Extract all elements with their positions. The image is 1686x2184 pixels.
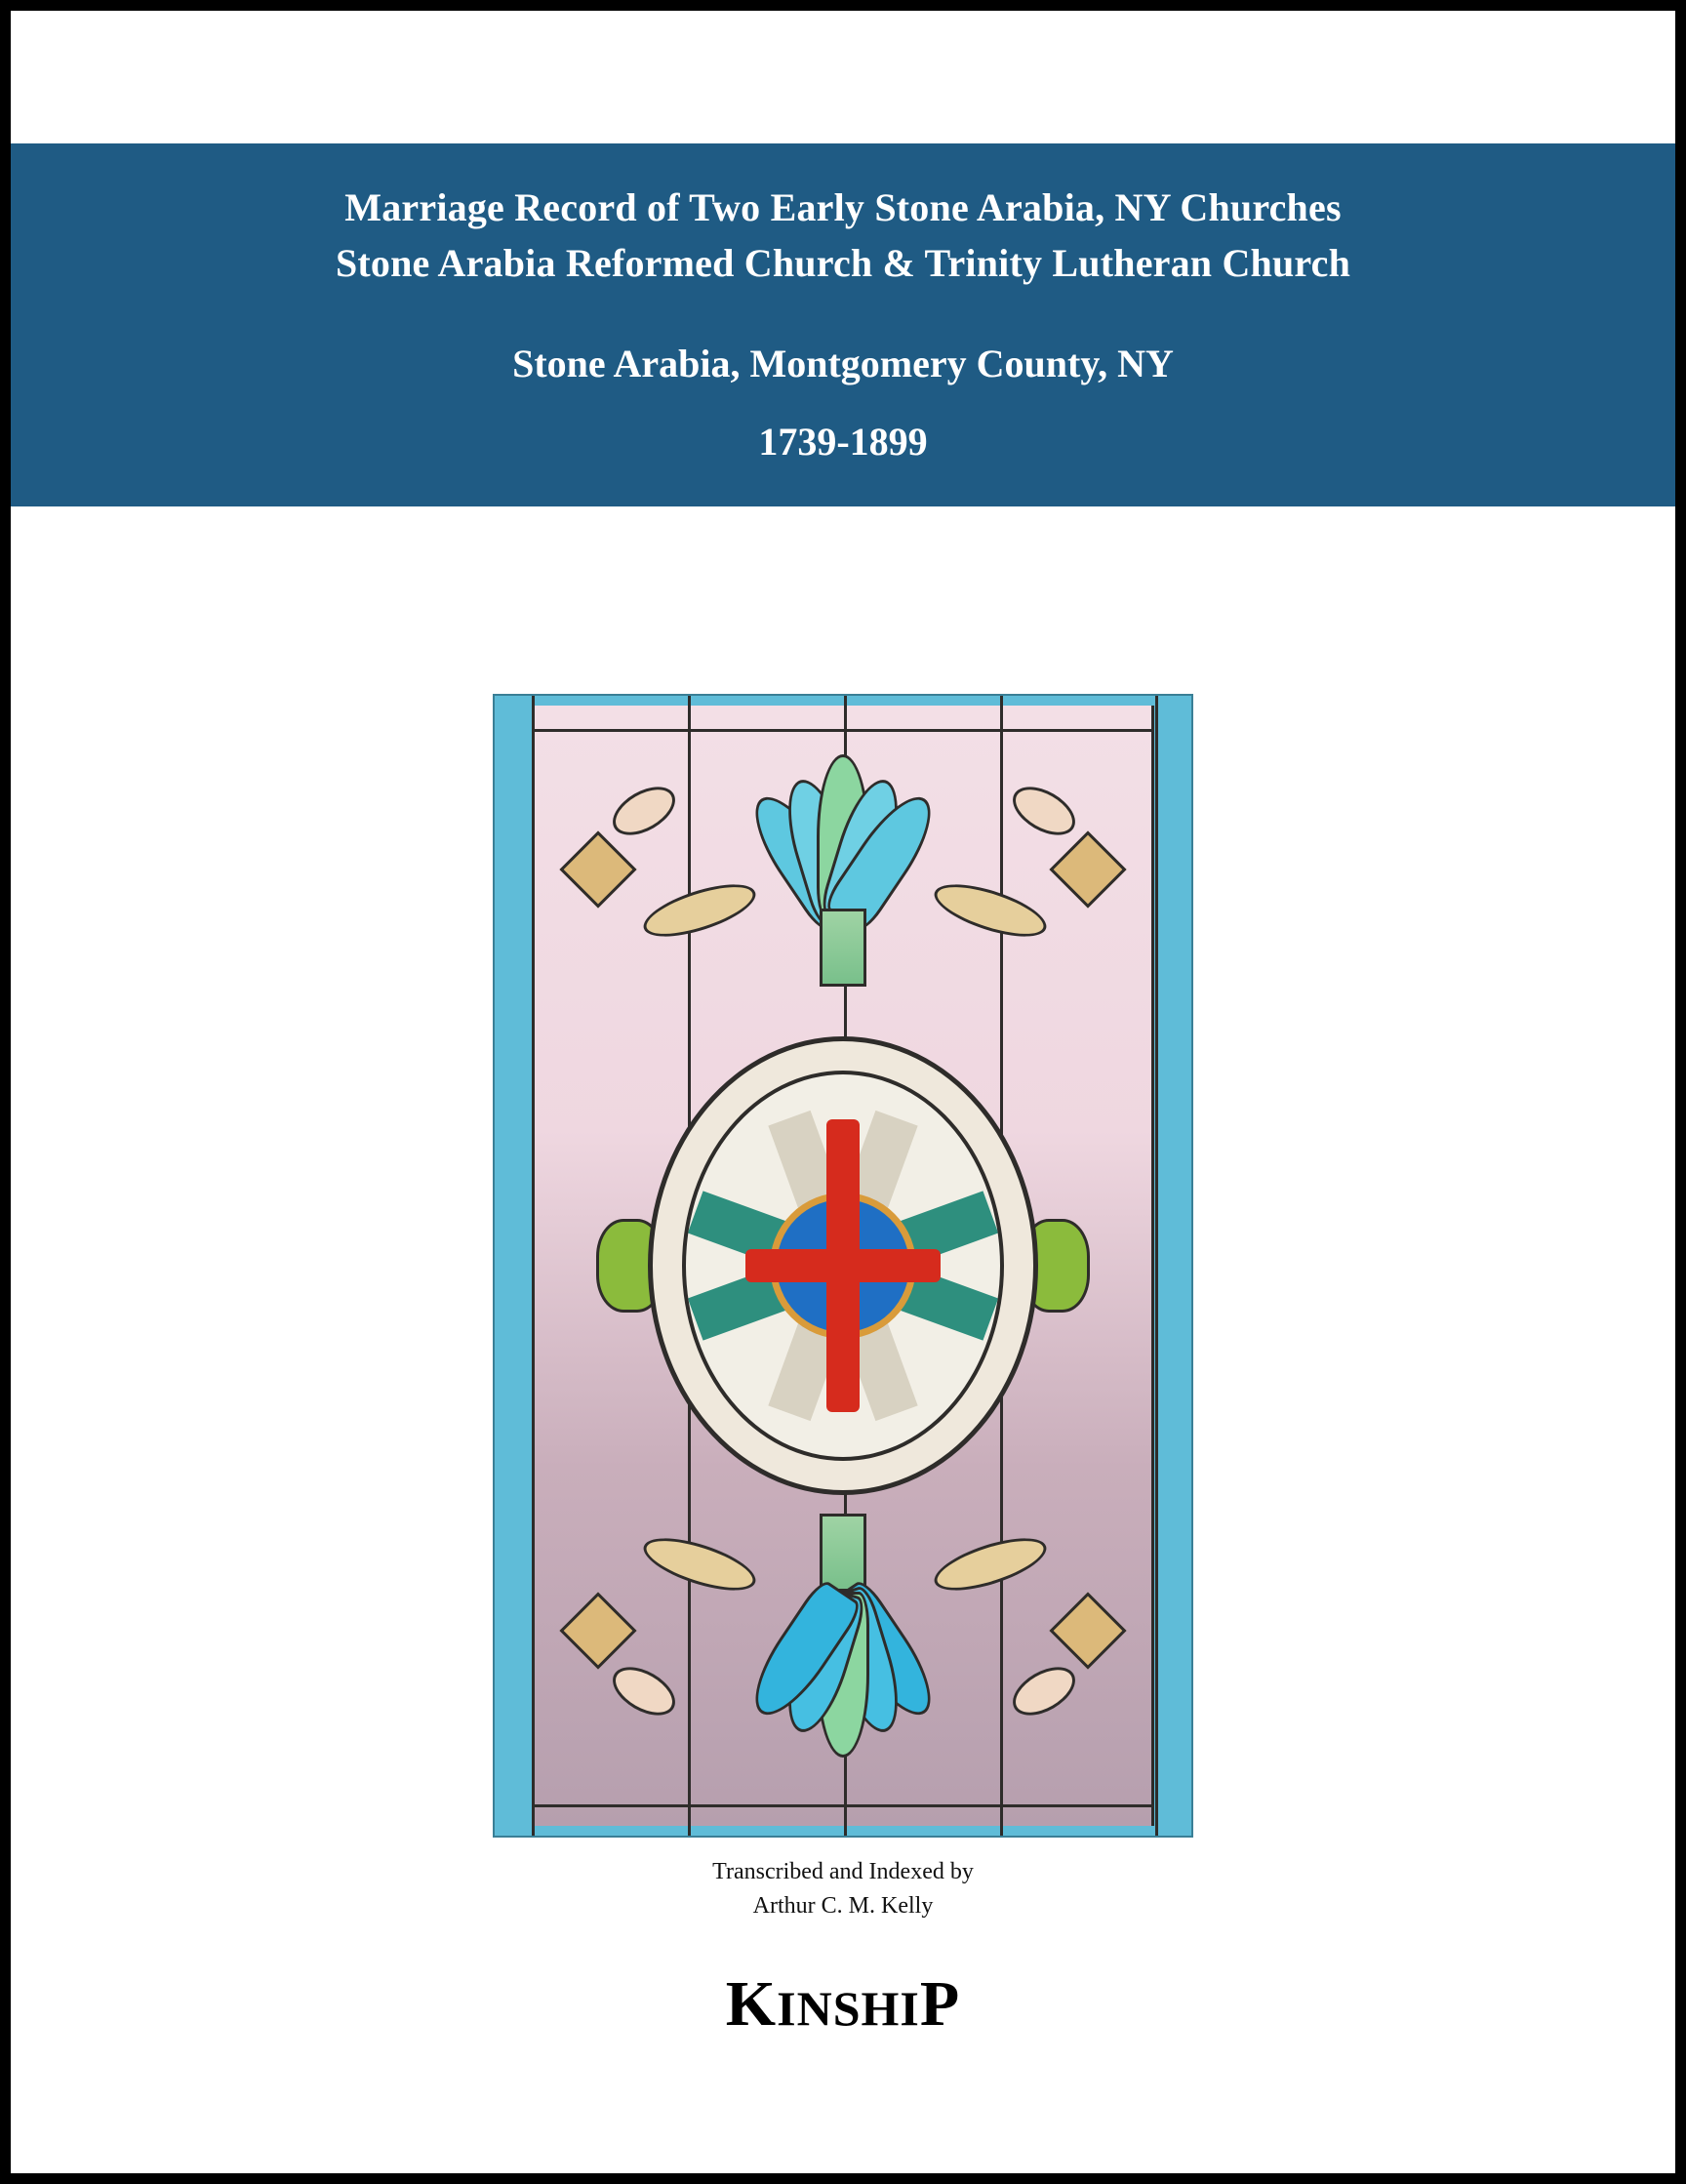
stained-glass-window-photo [493, 694, 1193, 1838]
lead-line-horizontal [532, 1804, 1154, 1807]
publisher-logo [11, 1967, 1675, 2042]
cover-content [11, 11, 1675, 2173]
fan-bottom [692, 1592, 994, 1758]
credits-line-2: Arthur C. M. Kelly [752, 1892, 934, 1919]
stem-top [820, 909, 866, 987]
stem-bottom [820, 1514, 866, 1592]
cover-image [493, 694, 1193, 1838]
logo-i: I [900, 1981, 920, 2036]
title-band [11, 143, 1675, 506]
title-line-1: Marriage Record of Two Early Stone Arabia, NY Churches [344, 185, 1342, 229]
logo-insh: INSH [777, 1981, 901, 2036]
title-dates: 1739-1899 [758, 420, 928, 465]
lead-line-horizontal [532, 729, 1154, 732]
credits-line-1: Transcribed and Indexed by [712, 1859, 974, 1884]
lead-line-vertical [1155, 696, 1158, 1836]
cross-horizontal-bar [745, 1249, 941, 1282]
title-place: Stone Arabia, Montgomery County, NY [512, 341, 1174, 385]
logo-k: K [725, 1968, 778, 2040]
lead-line-vertical [532, 696, 535, 1836]
logo-p: P [919, 1968, 961, 2040]
title-line-2: Stone Arabia Reformed Church & Trinity Lutheran Church [335, 240, 1351, 285]
credits [11, 1855, 1675, 1923]
